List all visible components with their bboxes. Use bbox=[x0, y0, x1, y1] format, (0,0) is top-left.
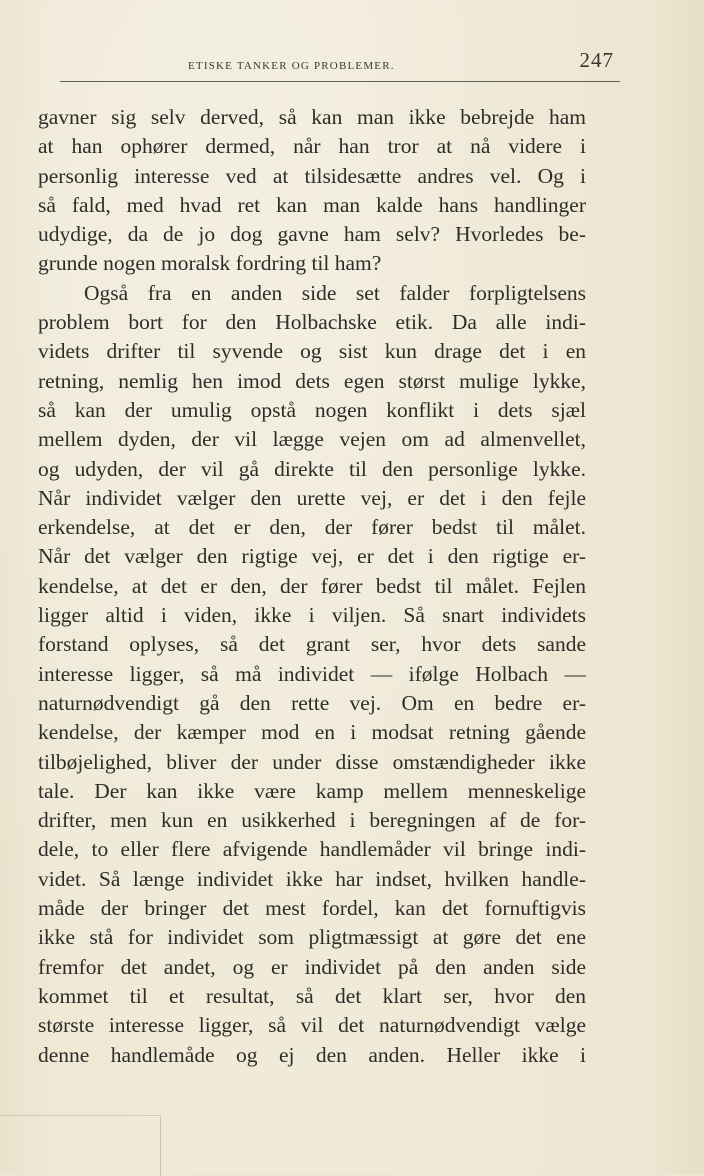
text-line: udydige, da de jo dog gavne ham selv? Hvorledes be- bbox=[38, 222, 586, 247]
text-line: interesse ligger, så må individet — ifølge Holbach — bbox=[38, 661, 586, 686]
running-head: ETISKE TANKER OG PROBLEMER. bbox=[188, 60, 395, 72]
text-line: ikke stå for individet som pligtmæssigt at gøre det ene bbox=[38, 925, 586, 950]
text-line: kendelse, at det er den, der fører bedst til målet. Fejlen bbox=[38, 573, 586, 598]
text-line: kommet til et resultat, så det klart ser, hvor den bbox=[38, 983, 586, 1008]
text-line: fremfor det andet, og er individet på den anden side bbox=[38, 954, 586, 979]
text-line: retning, nemlig hen imod dets egen størst mulige lykke, bbox=[38, 368, 586, 393]
text-line: gavner sig selv derved, så kan man ikke bebrejde ham bbox=[38, 105, 586, 129]
text-line: kendelse, der kæmper mod en i modsat retning gående bbox=[38, 720, 586, 745]
text-line: mellem dyden, der vil lægge vejen om ad almenvellet, bbox=[38, 427, 586, 452]
text-line: forstand oplyses, så det grant ser, hvor dets sande bbox=[38, 632, 586, 657]
text-line: at han ophører dermed, når han tror at nå videre i bbox=[38, 134, 586, 159]
page-edge-mark bbox=[0, 1115, 161, 1176]
text-line: dele, to eller flere afvigende handlemåder vil bringe indi- bbox=[38, 837, 586, 862]
text-line: måde der bringer det mest fordel, kan det fornuftigvis bbox=[38, 896, 586, 921]
text-line: personlig interesse ved at tilsidesætte andres vel. Og i bbox=[38, 163, 586, 188]
text-line: videt. Så længe individet ikke har indset, hvilken handle- bbox=[38, 866, 586, 891]
text-line: problem bort for den Holbachske etik. Da alle indi- bbox=[38, 310, 586, 335]
text-line: erkendelse, at det er den, der fører bedst til målet. bbox=[38, 515, 586, 540]
text-line: og udyden, der vil gå direkte til den personlige lykke. bbox=[38, 456, 586, 481]
text-line: så fald, med hvad ret kan man kalde hans handlinger bbox=[38, 192, 586, 217]
text-line: Også fra en anden side set falder forpligtelsens bbox=[84, 280, 586, 305]
text-line: grunde nogen moralsk fordring til ham? bbox=[38, 251, 382, 276]
header-rule bbox=[60, 81, 620, 82]
text-line: så kan der umulig opstå nogen konflikt i dets sjæl bbox=[38, 397, 586, 422]
text-line: tilbøjelighed, bliver der under disse omstændigheder ikke bbox=[38, 749, 586, 774]
text-line: videts drifter til syvende og sist kun drage det i en bbox=[38, 339, 586, 364]
page-number: 247 bbox=[579, 48, 614, 72]
text-line: drifter, men kun en usikkerhed i beregningen af de for- bbox=[38, 808, 586, 833]
text-line: denne handlemåde og ej den anden. Heller ikke i bbox=[38, 1042, 586, 1067]
text-line: tale. Der kan ikke være kamp mellem menneskelige bbox=[38, 778, 586, 803]
text-line: største interesse ligger, så vil det naturnødvendigt vælge bbox=[38, 1013, 586, 1038]
text-line: Når det vælger den rigtige vej, er det i den rigtige er- bbox=[38, 544, 586, 569]
text-line: Når individet vælger den urette vej, er det i den fejle bbox=[38, 485, 586, 510]
body-text bbox=[38, 103, 586, 1070]
text-line: ligger altid i viden, ikke i viljen. Så snart individets bbox=[38, 603, 586, 628]
text-line: naturnødvendigt gå den rette vej. Om en bedre er- bbox=[38, 690, 586, 715]
page-header bbox=[60, 50, 620, 90]
